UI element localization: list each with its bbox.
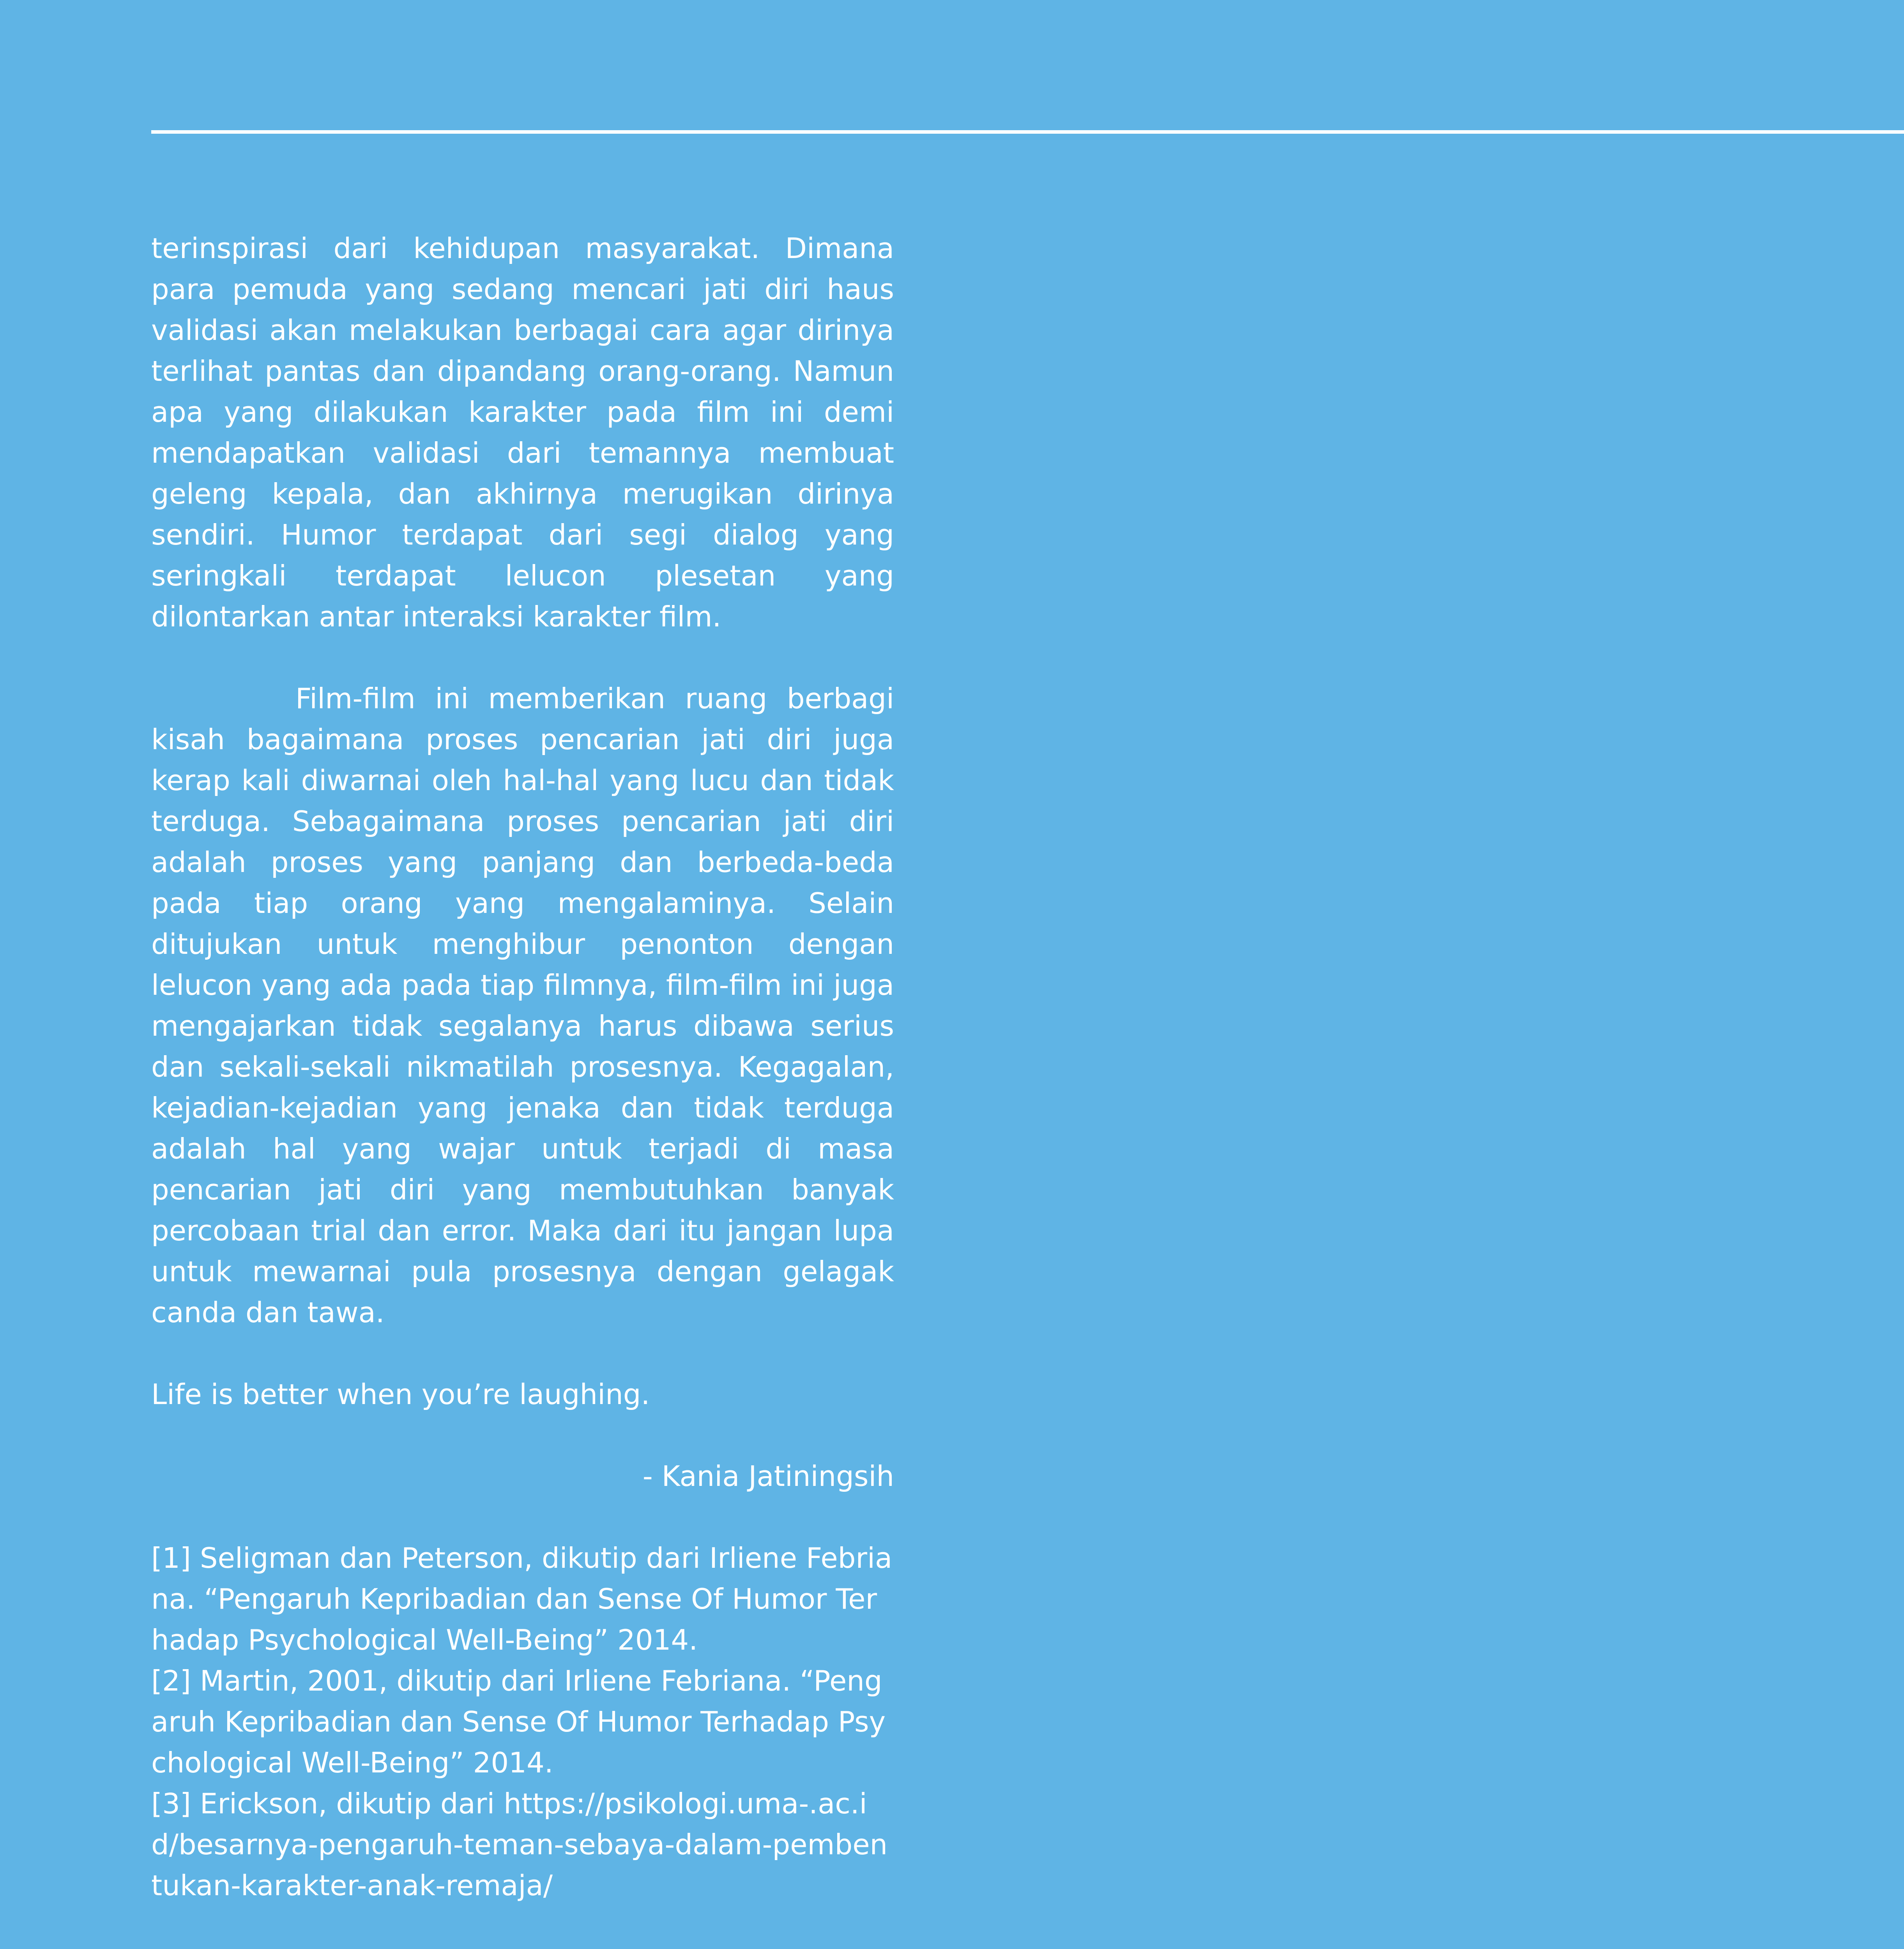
reference-item: [2] Martin, 2001, dikutip dari Irliene Febriana. “Pengaruh Kepribadian dan Sense Of Humor Terhadap Psychological Well-Being” 2014. xyxy=(151,1664,886,1779)
body-paragraph-1: terinspirasi dari kehidupan masyarakat. Dimana para pemuda yang sedang mencari jati diri haus validasi akan melakukan berbagai cara agar dirinya terlihat pantas dan dipandang orang-orang. Namun apa yang dilakukan karakter pada film ini demi mendapatkan validasi dari temannya membuat geleng kepala, dan akhirnya merugikan dirinya sendiri. Humor terdapat dari segi dialog yang seringkali terdapat lelucon plesetan yang dilontarkan antar interaksi karakter film. xyxy=(151,232,894,633)
paragraph-spacer xyxy=(151,1497,894,1538)
top-divider xyxy=(151,130,1904,134)
paragraph-spacer xyxy=(151,1333,894,1374)
paragraph-spacer xyxy=(151,1415,894,1456)
author-signature: - Kania Jatiningsih xyxy=(642,1460,894,1493)
reference-item: [1] Seligman dan Peterson, dikutip dari Irliene Febriana. “Pengaruh Kepribadian dan Sense Of Humor Terhadap Psychological Well-Being” 2014. xyxy=(151,1542,893,1656)
paragraph-spacer xyxy=(151,637,894,678)
article-column xyxy=(151,228,894,1906)
references-list xyxy=(151,1538,894,1906)
body-paragraph-2: Film-film ini memberikan ruang berbagi kisah bagaimana proses pencarian jati diri juga kerap kali diwarnai oleh hal-hal yang lucu dan tidak terduga. Sebagaimana proses pencarian jati diri adalah proses yang panjang dan berbeda-beda pada tiap orang yang mengalaminya. Selain ditujukan untuk menghibur penonton dengan lelucon yang ada pada tiap filmnya, film-film ini juga mengajarkan tidak segalanya harus dibawa serius dan sekali-sekali nikmatilah prosesnya. Kegagalan, kejadian-kejadian yang jenaka dan tidak terduga adalah hal yang wajar untuk terjadi di masa pencarian jati diri yang membutuhkan banyak percobaan trial dan error. Maka dari itu jangan lupa untuk mewarnai pula prosesnya dengan gelagak canda dan tawa. xyxy=(151,682,894,1329)
reference-item: [3] Erickson, dikutip dari https://psikologi.uma-.ac.id/besarnya-pengaruh-teman-sebaya-dalam-pembentukan-karakter-anak-remaja/ xyxy=(151,1787,888,1902)
closing-quote: Life is better when you’re laughing. xyxy=(151,1378,650,1411)
